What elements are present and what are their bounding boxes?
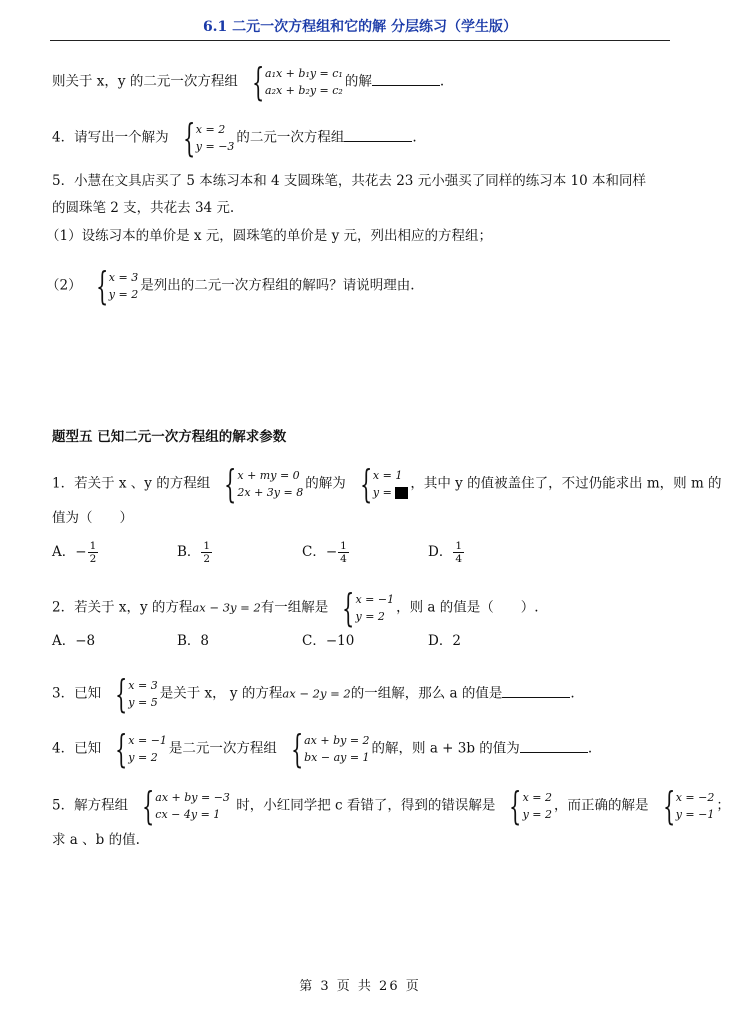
equation: x = −1	[128, 734, 167, 747]
answer-blank	[502, 685, 570, 698]
sign: −	[75, 544, 87, 560]
page-header-title: 6.1 二元一次方程组和它的解 分层练习（学生版）	[202, 19, 518, 35]
equation: cx − 4y = 1	[155, 808, 221, 821]
denominator: 4	[340, 553, 347, 565]
header-divider	[50, 40, 670, 41]
text: 是关于 x， y 的方程	[159, 685, 283, 702]
equation: x = 3	[108, 271, 139, 284]
numerator: 1	[89, 540, 97, 552]
solution-system: { x = 1 y =	[348, 464, 409, 504]
answer-blank	[520, 740, 588, 753]
text: 是列出的二元一次方程组的解吗？请说明理由.	[140, 277, 415, 294]
option-a[interactable]: A．−8	[52, 633, 96, 649]
text: 的解为	[305, 475, 346, 492]
text: 的一组解，那么 a 的值是	[350, 685, 503, 702]
option-a[interactable]	[52, 540, 99, 565]
question-4	[52, 118, 417, 158]
equation: a₂x + b₂y = c₂	[265, 84, 343, 97]
text: ；	[716, 797, 730, 814]
text: 1．若关于 x 、y 的方程组	[52, 475, 211, 492]
sign: −	[325, 544, 338, 560]
equation-system: { ax + by = −3 cx − 4y = 1	[142, 784, 230, 828]
equation-system: { ax + by = 2 bx − ay = 1	[291, 727, 370, 771]
equation: a₁x + b₁y = c₁	[265, 67, 343, 80]
text: 则关于 x，y 的二元一次方程组	[52, 73, 238, 90]
option-label: A．	[52, 544, 76, 560]
solution-system: { x = −1 y = 2	[342, 586, 395, 630]
equation: y = −3	[195, 140, 235, 153]
equation: x = 1	[372, 469, 403, 482]
text: 3．已知	[52, 685, 102, 702]
solution-system: { x = 3 y = 5	[115, 672, 158, 716]
problem-3	[52, 674, 575, 714]
equation-system: { x + my = 0 2x + 3y = 8	[224, 462, 304, 506]
equation: y = 2	[522, 808, 552, 821]
text: 4．已知	[52, 740, 102, 757]
equation: ax − 2y = 2	[282, 686, 351, 701]
covered-value-block	[395, 487, 408, 499]
fraction	[453, 540, 464, 565]
option-b[interactable]: B．8	[177, 633, 210, 649]
option-c[interactable]	[302, 540, 350, 565]
text: 是二元一次方程组	[168, 740, 277, 757]
equation: ax + by = 2	[304, 734, 370, 747]
problem-5	[52, 786, 730, 826]
equation: x = −1	[355, 593, 395, 606]
fraction	[88, 540, 99, 565]
section-title: 题型五 已知二元一次方程组的解求参数	[52, 429, 287, 445]
numerator: 1	[340, 540, 347, 552]
denominator: 4	[455, 553, 463, 565]
option-b[interactable]	[177, 540, 213, 565]
equation: x = −2	[675, 791, 715, 804]
denominator: 2	[203, 553, 211, 565]
numerator: 1	[203, 540, 211, 552]
solution-system: { x = −1 y = 2	[115, 727, 167, 771]
text: ，则 a 的值是（ ）.	[396, 599, 539, 616]
problem-1	[52, 464, 722, 504]
question-5-sub1: （1）设练习本的单价是 x 元，圆珠笔的单价是 y 元，列出相应的方程组；	[46, 228, 492, 244]
question-continuation	[52, 62, 444, 102]
equation: y = 2	[128, 751, 158, 764]
option-label: B．	[177, 544, 201, 560]
equation: 2x + 3y = 8	[237, 486, 304, 499]
equation: y = 2	[355, 610, 385, 623]
text: .	[587, 740, 593, 757]
option-c[interactable]: C．−10	[302, 633, 355, 649]
text: 的解，则 a + 3b 的值为	[371, 740, 520, 757]
question-5-line2: 的圆珠笔 2 支，共花去 34 元.	[52, 200, 235, 216]
denominator: 2	[89, 553, 97, 565]
wrong-solution-system: { x = 2 y = 2	[509, 784, 552, 828]
question-5-sub2	[46, 266, 415, 306]
text: 的二元一次方程组	[236, 129, 345, 146]
problem-5-line2: 求 a 、b 的值.	[52, 832, 140, 848]
equation: y =	[372, 486, 392, 499]
equation: bx − ay = 1	[304, 751, 370, 764]
option-label: D．	[428, 544, 453, 560]
text: 5．解方程组	[52, 797, 129, 814]
text: .	[412, 129, 417, 146]
equation: ax − 3y = 2	[192, 600, 261, 615]
text: 时，小红同学把 c 看错了，得到的错误解是	[231, 797, 496, 814]
text: 2．若关于 x，y 的方程	[52, 599, 193, 616]
equation: ax + by = −3	[155, 791, 230, 804]
problem-1-line2: 值为（ ）	[52, 510, 133, 526]
numerator: 1	[455, 540, 463, 552]
answer-blank	[344, 129, 412, 142]
equation-system: { a₁x + b₁y = c₁ a₂x + b₂y = c₂	[251, 60, 343, 104]
text: ，而正确的解是	[554, 797, 649, 814]
text: 的解	[344, 73, 372, 90]
solution-system: { x = 3 y = 2	[95, 264, 139, 308]
question-5-line1: 5．小慧在文具店买了 5 本练习本和 4 支圆珠笔，共花去 23 元小强买了同样的练习本 10 本和同样	[52, 173, 646, 189]
problem-4	[52, 729, 592, 769]
text: 4．请写出一个解为	[52, 129, 169, 146]
equation: x = 3	[128, 679, 158, 692]
option-label: C．	[302, 544, 326, 560]
text: .	[439, 73, 445, 90]
option-d[interactable]	[428, 540, 465, 565]
equation: x + my = 0	[237, 469, 300, 482]
equation: y = 2	[108, 288, 139, 301]
text: （2）	[46, 277, 82, 294]
equation: x = 2	[522, 791, 552, 804]
answer-blank	[372, 73, 440, 86]
problem-2	[52, 588, 539, 628]
correct-solution-system: { x = −2 y = −1	[662, 784, 715, 828]
equation: y = −1	[675, 808, 715, 821]
text: .	[570, 685, 575, 702]
equation: y = 5	[128, 696, 158, 709]
equation: x = 2	[195, 123, 226, 136]
fraction	[201, 540, 212, 565]
solution-system: { x = 2 y = −3	[182, 116, 235, 160]
page-number: 第 3 页 共 26 页	[299, 979, 421, 994]
fraction	[338, 540, 349, 565]
option-d[interactable]: D．2	[428, 633, 461, 649]
text: 有一组解是	[260, 599, 329, 616]
text: ，其中 y 的值被盖住了，不过仍能求出 m，则 m 的	[410, 475, 722, 492]
